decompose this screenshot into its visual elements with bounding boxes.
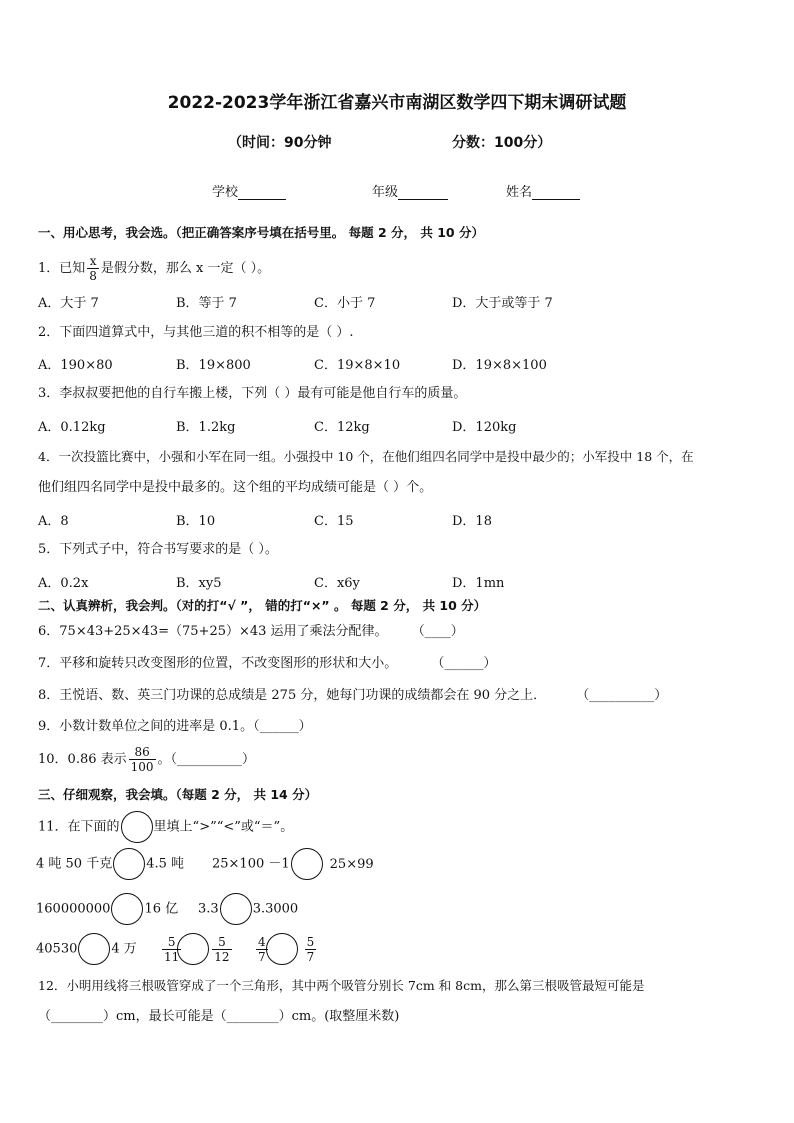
compare-6-left-den: 11 (164, 949, 180, 964)
score-label: 分数：100分） (452, 135, 552, 151)
compare-item-2 (212, 848, 374, 881)
question-3: 3．李叔叔要把他的自行车搬上楼，下列（ ）最有可能是他自行车的质量。 (38, 386, 467, 401)
compare-1-right: 4.5 吨 (146, 856, 185, 872)
compare-2-circle[interactable] (291, 848, 323, 880)
q1-prefix: 1．已知 (38, 261, 86, 276)
compare-4-left: 3.3 (198, 901, 219, 917)
compare-6-left-num: 5 (162, 935, 181, 950)
question-12-line-2[interactable]: （________）cm，最长可能是（________）cm。(取整厘米数) (38, 1009, 400, 1024)
question-2: 2．下面四道算式中，与其他三道的积不相等的是（ ）. (38, 325, 354, 340)
question-11 (38, 811, 293, 843)
compare-2-left: 25×100 －1 (212, 856, 290, 872)
compare-item-6 (160, 933, 234, 966)
q1-suffix: 是假分数，那么 x 一定（ ）。 (100, 261, 271, 276)
q4-option-c[interactable]: C．15 (314, 514, 354, 529)
q1-option-c[interactable]: C．小于 7 (314, 296, 376, 311)
q10-frac-den: 100 (130, 760, 154, 774)
q2-option-b[interactable]: B．19×800 (176, 358, 251, 373)
q7-answer-blank[interactable]: （______） (431, 656, 497, 671)
question-10 (38, 745, 255, 774)
q1-frac-den: 8 (89, 269, 97, 283)
q3-option-b[interactable]: B．1.2kg (176, 420, 236, 435)
compare-4-circle[interactable] (220, 893, 252, 925)
q1-fraction (87, 254, 99, 283)
compare-item-1 (36, 848, 184, 881)
q8-text: 8．王悦语、数、英三门功课的总成绩是 275 分，她每门功课的成绩都会在 90 分之上． (38, 688, 547, 703)
grade-field (372, 181, 448, 200)
q6-text: 6．75×43+25×43=（75+25）×43 运用了乘法分配律。 (38, 624, 388, 639)
question-12-line-1: 12．小明用线将三根吸管穿成了一个三角形，其中两个吸管分别长 7cm 和 8cm，那么第三根吸管最短可能是 (38, 978, 645, 993)
q11-prefix: 11．在下面的 (38, 819, 120, 835)
q4-option-d[interactable]: D．18 (452, 514, 492, 529)
page-title: 2022-2023学年浙江省嘉兴市南湖区数学四下期末调研试题 (167, 93, 627, 113)
compare-5-right: 4 万 (111, 941, 137, 957)
q2-option-d[interactable]: D．19×8×100 (452, 358, 547, 373)
q3-option-a[interactable]: A．0.12kg (38, 420, 106, 435)
question-8 (38, 687, 667, 705)
compare-4-right: 3.3000 (252, 901, 299, 917)
compare-7-right-fraction (305, 935, 317, 964)
grade-blank[interactable] (398, 185, 448, 200)
q1-option-a[interactable]: A．大于 7 (38, 296, 99, 311)
q2-option-a[interactable]: A．190×80 (38, 358, 113, 373)
section-1-heading: 一、用心思考，我会选。（把正确答案序号填在括号里。 每题 2 分， 共 10 分） (38, 225, 484, 240)
question-7 (38, 655, 496, 673)
school-field (212, 181, 286, 200)
q3-option-c[interactable]: C．12kg (314, 420, 370, 435)
compare-5-circle[interactable] (78, 933, 110, 965)
q1-option-b[interactable]: B．等于 7 (176, 296, 237, 311)
section-2-heading: 二、认真辨析，我会判。（对的打“√ ”， 错的打“×” 。 每题 2 分， 共 10 分） (38, 598, 487, 613)
time-label: （时间：90分钟 (228, 135, 332, 151)
q8-answer-blank[interactable]: （__________） (576, 688, 668, 703)
compare-7-circle[interactable] (266, 933, 298, 965)
question-4-line-2: 他们组四名同学中是投中最多的。这个组的平均成绩可能是（ ）个。 (38, 480, 433, 495)
compare-6-right-num: 5 (212, 935, 231, 950)
school-label: 学校 (212, 185, 239, 200)
q11-suffix: 里填上“>”“<”或“＝”。 (153, 819, 294, 835)
question-9: 9．小数计数单位之间的进率是 0.1。（______） (38, 719, 312, 734)
compare-2-right: 25×99 (329, 856, 374, 872)
q5-option-a[interactable]: A．0.2x (38, 576, 89, 591)
compare-item-4 (198, 893, 298, 926)
name-label: 姓名 (506, 185, 533, 200)
school-blank[interactable] (238, 185, 286, 200)
compare-5-left: 40530 (36, 941, 78, 957)
q4-option-a[interactable]: A．8 (38, 514, 69, 529)
compare-7-right-den: 7 (306, 949, 315, 964)
q6-answer-blank[interactable]: （____） (411, 624, 464, 639)
q11-example-circle (121, 811, 153, 843)
compare-3-right: 16 亿 (144, 901, 179, 917)
section-3-heading: 三、仔细观察，我会填。（每题 2 分， 共 14 分） (38, 787, 318, 802)
compare-7-right-num: 5 (306, 934, 315, 949)
q10-suffix[interactable]: 。（__________） (157, 752, 256, 767)
q10-frac-num: 86 (129, 745, 156, 760)
grade-label: 年级 (372, 185, 399, 200)
question-4-line-1: 4．一次投篮比赛中，小强和小军在同一组。小强投中 10 个，在他们组四名同学中是投中最少的；小军投中 18 个，在 (38, 449, 694, 464)
q4-option-b[interactable]: B．10 (176, 514, 216, 529)
question-5: 5．下列式子中，符合书写要求的是（ ）。 (38, 542, 278, 557)
q1-frac-num: x (87, 254, 99, 269)
compare-6-right-fraction (212, 935, 231, 964)
q10-fraction (129, 745, 156, 774)
q2-option-c[interactable]: C．19×8×10 (314, 358, 401, 373)
compare-3-circle[interactable] (111, 893, 143, 925)
q10-prefix: 10．0.86 表示 (38, 752, 127, 767)
question-1 (38, 254, 270, 283)
compare-6-right-den: 12 (214, 949, 230, 964)
question-6 (38, 623, 464, 641)
compare-item-7 (254, 933, 318, 966)
name-blank[interactable] (532, 185, 580, 200)
compare-7-left-num: 4 (258, 934, 266, 949)
q5-option-b[interactable]: B．xy5 (176, 576, 222, 591)
compare-item-3 (36, 893, 178, 926)
name-field (506, 181, 580, 200)
compare-1-left: 4 吨 50 千克 (36, 856, 113, 872)
q7-text: 7．平移和旋转只改变图形的位置，不改变图形的形状和大小。 (38, 656, 398, 671)
compare-3-left: 160000000 (36, 901, 111, 917)
q5-option-c[interactable]: C．x6y (314, 576, 360, 591)
q1-option-d[interactable]: D．大于或等于 7 (452, 296, 553, 311)
compare-7-left-den: 7 (258, 949, 266, 964)
compare-item-5 (36, 933, 137, 966)
compare-6-circle[interactable] (177, 933, 209, 965)
compare-1-circle[interactable] (113, 848, 145, 880)
q3-option-d[interactable]: D．120kg (452, 420, 517, 435)
q5-option-d[interactable]: D．1mn (452, 576, 505, 591)
